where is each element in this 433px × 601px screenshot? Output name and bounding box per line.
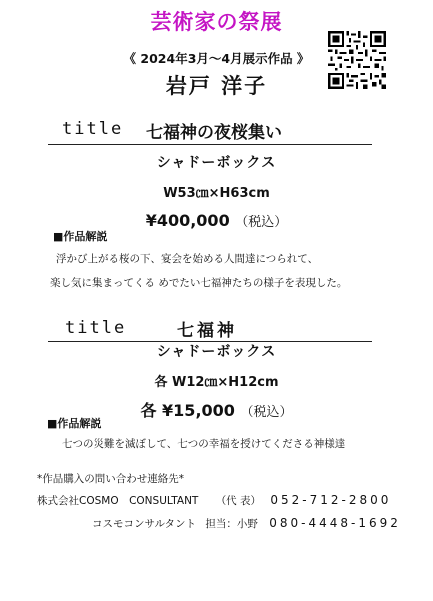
company-kana: コスモコンサルタント	[92, 518, 197, 530]
company-name: 株式会社COSMO CONSULTANT	[37, 495, 199, 507]
person-in-charge-label: 担当：小野	[205, 518, 258, 530]
work-2-description-heading: ■作品解説	[47, 417, 102, 430]
contact-person-line	[92, 516, 401, 531]
work-1-medium: シャドーボックス	[156, 155, 277, 171]
representative-phone[interactable]: 052-712-2800	[270, 493, 392, 507]
work-2-title: 七福神	[177, 321, 237, 341]
work-2-title-label: title	[65, 318, 127, 338]
artist-name: 岩戸 洋子	[165, 74, 268, 98]
contact-heading: *作品購入の問い合わせ連絡先*	[37, 473, 184, 485]
work-1-title: 七福神の夜桜集い	[146, 123, 282, 143]
work-1-description-line-2: 楽し気に集まってくる めでたい七福神たちの様子を表現した。	[50, 277, 348, 289]
work-2-medium: シャドーボックス	[156, 344, 277, 360]
representative-label: （代 表）	[215, 495, 262, 507]
qr-code-icon	[328, 31, 386, 89]
contact-company-line	[37, 493, 391, 508]
exhibition-title: 芸術家の祭展	[150, 10, 283, 34]
work-1-price-value: ¥400,000	[145, 211, 230, 230]
work-2-tax-note: （税込）	[240, 405, 293, 420]
work-1-description-line-1: 浮かび上がる桜の下、宴会を始める人間達につられて、	[56, 253, 319, 265]
work-1-title-label: title	[62, 119, 124, 139]
person-in-charge-phone[interactable]: 080-4448-1692	[269, 516, 401, 530]
work-1-size: W53㎝×H63cm	[163, 186, 270, 201]
work-2-price-value: 各 ¥15,000	[140, 401, 235, 420]
work-1-description-heading: ■作品解説	[53, 230, 108, 243]
work-2-description-line-1: 七つの災難を滅ぼして、七つの幸福を授けてくださる神様達	[62, 438, 346, 450]
work-2-size: 各 W12㎝×H12cm	[154, 375, 279, 390]
exhibition-period: 《 2024年3月～4月展示作品 》	[123, 51, 310, 66]
work-1-title-underline	[48, 144, 372, 145]
work-1-tax-note: （税込）	[235, 215, 288, 230]
